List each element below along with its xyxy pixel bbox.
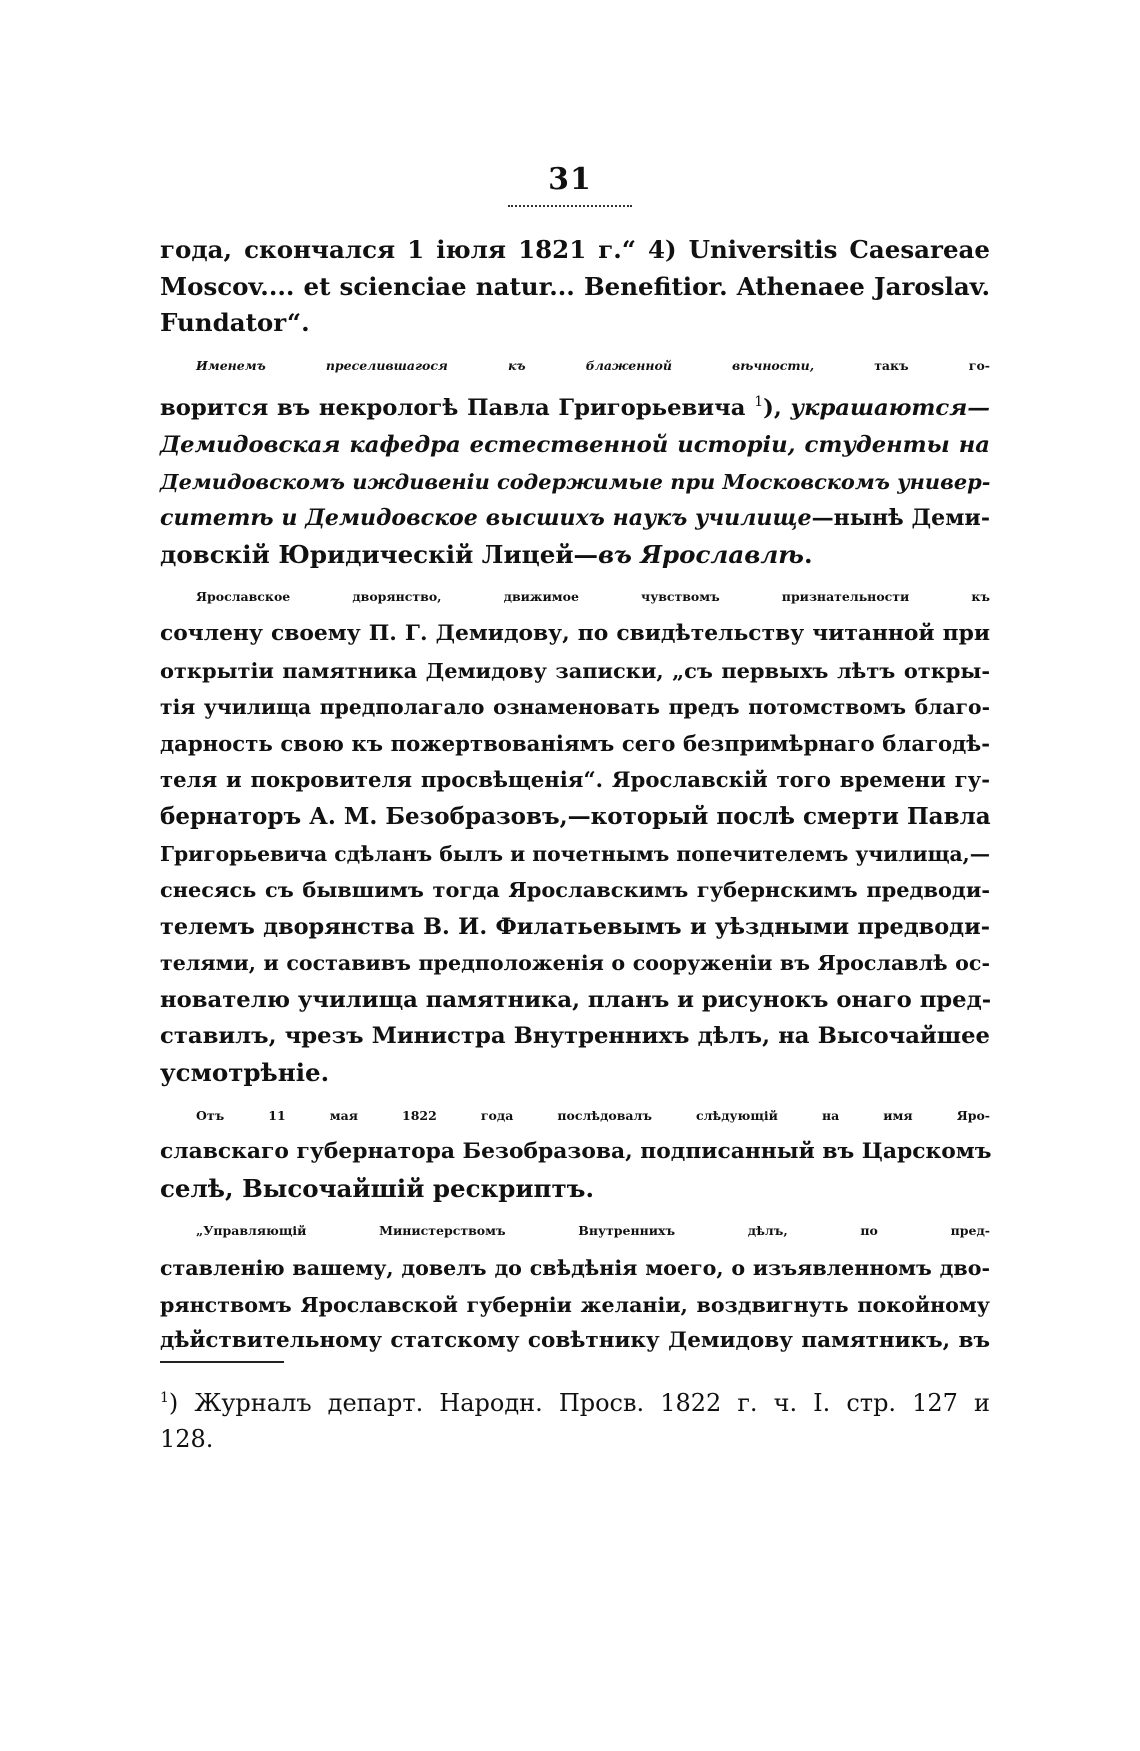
page-number-rule <box>508 199 632 207</box>
text-line: нователю училища памятника, планъ и рисунокъ онаго пред- <box>160 986 992 1013</box>
body-text <box>160 232 990 1360</box>
text-line: ставилъ, чрезъ Министра Внутреннихъ дѣлъ, на Высочайшее <box>160 1023 990 1050</box>
text-line: телями, и составивъ предположенія о сооруженіи въ Ярославлѣ ос- <box>160 951 990 976</box>
footnote-line <box>160 1380 990 1421</box>
italic-text: ситетѣ и Демидовское высшихъ наукъ училище <box>160 505 812 532</box>
text-line: дарность свою къ пожертвованіямъ сего безпримѣрнаго благодѣ- <box>160 730 990 756</box>
text-line: тія училища предполагало ознаменовать предъ потомствомъ благо- <box>160 695 990 720</box>
text-line <box>160 500 990 537</box>
text-line: Fundator“. <box>160 308 310 338</box>
text-line <box>160 464 990 501</box>
text-line: Ярославское дворянство, движимое чувствомъ признательности къ <box>196 589 990 605</box>
text-line: ставленію вашему, довелъ до свѣдѣнія моего, о изъявленномъ дво- <box>160 1256 990 1281</box>
text-line: теля и покровителя просвѣщенія“. Ярославскій того времени гу- <box>160 767 990 793</box>
text-line: телемъ дворянства В. И. Филатьевымъ и уѣздными предводи- <box>160 913 990 940</box>
text-line: года, скончался 1 іюля 1821 г.“ 4) Universitis Caesareae <box>160 235 990 264</box>
italic-text: Демидовскомъ иждивеніи содержимые при Московскомъ универ- <box>160 468 991 494</box>
text-line: славскаго губернатора Безобразова, подписанный въ Царскомъ <box>160 1139 992 1165</box>
text-line: сочлену своему П. Г. Демидову, по свидѣтельству читанной при <box>160 620 990 646</box>
text-line: усмотрѣніе. <box>160 1058 330 1088</box>
italic-text: Демидовская кафедра естественной исторіи, студенты на <box>160 431 990 458</box>
text-line: „Управляющій Министерствомъ Внутреннихъ дѣлъ, по пред- <box>196 1223 990 1239</box>
text-line: бернаторъ А. М. Безобразовъ,—который послѣ смерти Павла <box>160 802 991 830</box>
text-line: Отъ 11 мая 1822 года послѣдовалъ слѣдующій на имя Яро- <box>196 1107 990 1123</box>
text-span: такъ го- <box>814 357 990 373</box>
text-span: ворится въ некрологѣ Павла Григорьевича <box>160 395 755 422</box>
text-line: Moscov.... et scienciae natur... Benefitior. Athenaee Jaroslav. <box>160 271 990 301</box>
footnote <box>160 1380 990 1457</box>
footnote-text: ) Журналъ департ. Народн. Просв. 1822 г. ч. I. стр. 127 и <box>168 1389 990 1417</box>
footnote-divider <box>160 1361 284 1363</box>
text-line: рянствомъ Ярославской губерніи желаніи, воздвигнуть покойному <box>160 1292 990 1317</box>
text-line: дѣйствительному статскому совѣтнику Демидову памятникъ, въ <box>160 1328 990 1354</box>
text-span: —нынѣ Деми- <box>811 505 990 532</box>
footnote-line: 128. <box>160 1425 214 1453</box>
text-line <box>160 348 990 385</box>
text-span: ), <box>763 395 791 422</box>
page-number: 31 <box>548 162 592 197</box>
text-line: снесясь съ бывшимъ тогда Ярославскимъ губернскимъ предводи- <box>160 877 990 903</box>
italic-text: Именемъ преселившагося къ блаженной вѣчности, <box>196 357 815 373</box>
text-line <box>160 384 990 427</box>
text-line <box>160 427 990 464</box>
text-line: селѣ, Высочайшій рескриптъ. <box>160 1173 594 1203</box>
text-line: открытіи памятника Демидову записки, „съ первыхъ лѣтъ откры- <box>160 657 990 683</box>
page-header <box>0 162 1140 207</box>
italic-text: украшаются— <box>790 395 990 422</box>
text-span: . <box>803 539 813 569</box>
text-line: Григорьевича сдѣланъ былъ и почетнымъ попечителемъ училища,— <box>160 841 990 866</box>
italic-text: въ Ярославлѣ <box>598 539 804 569</box>
footnote-marker: 1 <box>160 1390 169 1406</box>
text-span: довскій Юридическій Лицей— <box>160 539 598 569</box>
footnote-ref: 1 <box>754 394 764 411</box>
text-line <box>160 537 990 574</box>
